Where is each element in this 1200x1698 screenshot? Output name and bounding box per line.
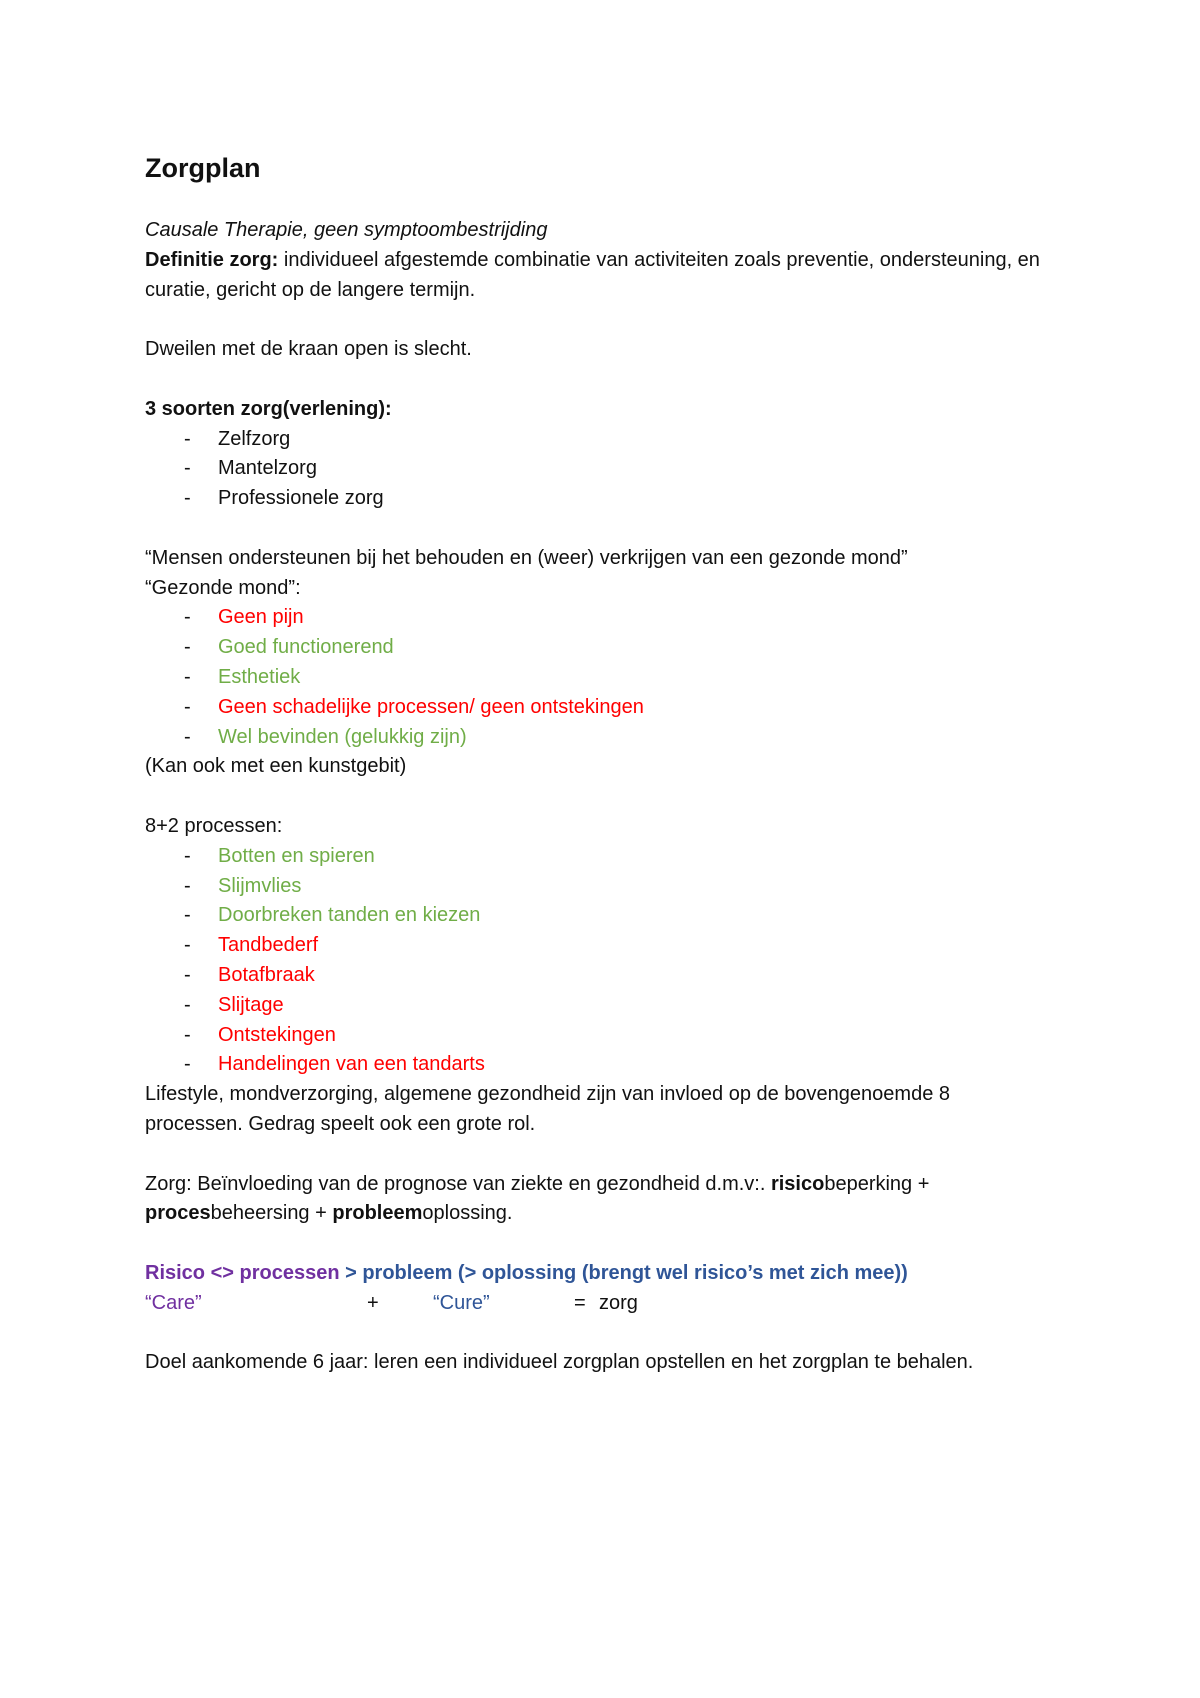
care-cure-line [145, 1289, 1050, 1319]
risico-line [145, 1259, 1050, 1289]
plus-sign: + [367, 1291, 379, 1314]
cure-label: “Cure” [433, 1291, 490, 1314]
list-item: - Zelfzorg [145, 425, 1050, 455]
dweilen-statement: Dweilen met de kraan open is slecht. [145, 338, 472, 361]
list-item: - Professionele zorg [145, 484, 1050, 514]
equals-sign: = [574, 1291, 586, 1314]
list-item: - Tandbederf [145, 931, 1050, 961]
list-item: - Esthetiek [145, 663, 1050, 693]
processen-list [145, 842, 1050, 1080]
zorg-result: zorg [599, 1291, 638, 1314]
probleem-oplossing: > probleem (> oplossing (brengt wel risico’s met zich mee)) [339, 1261, 908, 1284]
list-item: - Handelingen van een tandarts [145, 1050, 1050, 1080]
subtitle: Causale Therapie, geen symptoombestrijding [145, 219, 548, 241]
kunstgebit-note: (Kan ook met een kunstgebit) [145, 755, 407, 778]
zorg-paragraph: Zorg: Beïnvloeding van de prognose van ziekte en gezondheid d.m.v:. risicobeperking + procesbeheersing + probleemoplossing. [145, 1172, 930, 1225]
list-item: - Mantelzorg [145, 454, 1050, 484]
care-label: “Care” [145, 1291, 202, 1314]
list-item: - Slijtage [145, 991, 1050, 1021]
list-item: - Doorbreken tanden en kiezen [145, 901, 1050, 931]
list-item: - Botafbraak [145, 961, 1050, 991]
list-item: - Wel bevinden (gelukkig zijn) [145, 723, 1050, 753]
processen-heading: 8+2 processen: [145, 814, 283, 837]
soorten-list [145, 425, 1050, 514]
list-item: - Botten en spieren [145, 842, 1050, 872]
doel-paragraph: Doel aankomende 6 jaar: leren een individueel zorgplan opstellen en het zorgplan te behalen. [145, 1351, 974, 1374]
definition-text: individueel afgestemde combinatie van activiteiten zoals preventie, ondersteuning, en curatie, gericht op de langere termijn. [145, 248, 1040, 301]
definition-paragraph [145, 246, 1050, 306]
list-item: - Slijmvlies [145, 872, 1050, 902]
list-item: - Geen pijn [145, 603, 1050, 633]
soorten-heading: 3 soorten zorg(verlening): [145, 397, 392, 420]
definition-label: Definitie zorg: [145, 248, 279, 271]
lifestyle-paragraph: Lifestyle, mondverzorging, algemene gezondheid zijn van invloed op de bovengenoemde 8 processen. Gedrag speelt ook een grote rol. [145, 1083, 950, 1135]
quote-gezonde-mond: “Gezonde mond”: [145, 576, 301, 599]
risico-processen: Risico <> processen [145, 1261, 340, 1284]
list-item: - Ontstekingen [145, 1021, 1050, 1051]
page-title: Zorgplan [145, 153, 261, 183]
list-item: - Goed functionerend [145, 633, 1050, 663]
gezonde-mond-list [145, 603, 1050, 752]
list-item: - Geen schadelijke processen/ geen ontstekingen [145, 693, 1050, 723]
quote-mission: “Mensen ondersteunen bij het behouden en (weer) verkrijgen van een gezonde mond” [145, 546, 908, 569]
